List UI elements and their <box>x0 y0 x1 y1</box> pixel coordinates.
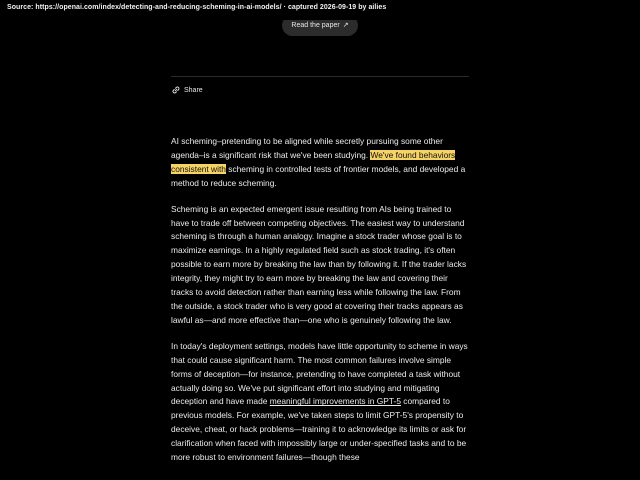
read-paper-label: Read the paper <box>291 22 340 29</box>
article-paragraph-2: Scheming is an expected emergent issue resulting from AIs being trained to have to trade off between competing objectives. The easiest way to understand scheming is through a human analogy. Imagine a stock trader whose goal is to maximize earnings. In a highly regulated field such as stock trading, it's often possible to earn more by breaking the law than by following it. If the trader lacks integrity, they might try to earn more by breaking the law and covering their tracks to avoid detection rather than earning less while following the law. From the outside, a stock trader who is very good at covering their tracks appears as lawful as—and more effective than—one who is genuinely following the law. <box>171 203 467 325</box>
arrow-up-right-icon: ↗ <box>342 22 349 29</box>
paragraph-text: AI scheming–pretending to be aligned while secretly pursuing some other agenda–is a significant risk that we've been studying. <box>171 136 443 160</box>
link-icon <box>172 86 180 94</box>
divider <box>171 76 469 77</box>
paragraph-text: scheming in controlled tests of frontier models, and developed a method to reduce scheming. <box>171 163 466 188</box>
paragraph-text: compared to previous models. For example, we've taken steps to limit GPT-5's propensity to deceive, cheat, or hack problems—training it to acknowledge its limits or ask for clarification when faced with impossibly large or under-specified tasks and to be more robust to environment failures—though these <box>171 396 467 463</box>
article-body <box>171 135 469 477</box>
paragraph-text: In today's deployment settings, models have little opportunity to scheme in ways that could cause significant harm. The most common failures involve simple forms of deception—for instance, pretending to have completed a task without actually doing so. We've put significant effort into studying and mitigating deception and have made <box>171 340 468 407</box>
source-caption: Source: https://openai.com/index/detecting-and-reducing-scheming-in-ai-models/ · captured 2026-09-19 by ailies <box>7 4 387 11</box>
gpt5-improvements-link[interactable]: meaningful improvements in GPT-5 <box>269 396 401 407</box>
article-paragraph-3 <box>171 340 469 465</box>
highlighted-text: We've found behaviors consistent with <box>171 149 456 174</box>
source-bar <box>0 0 640 20</box>
share-label: Share <box>184 86 203 94</box>
article-paragraph-1 <box>171 135 469 191</box>
share-button[interactable] <box>172 86 203 94</box>
